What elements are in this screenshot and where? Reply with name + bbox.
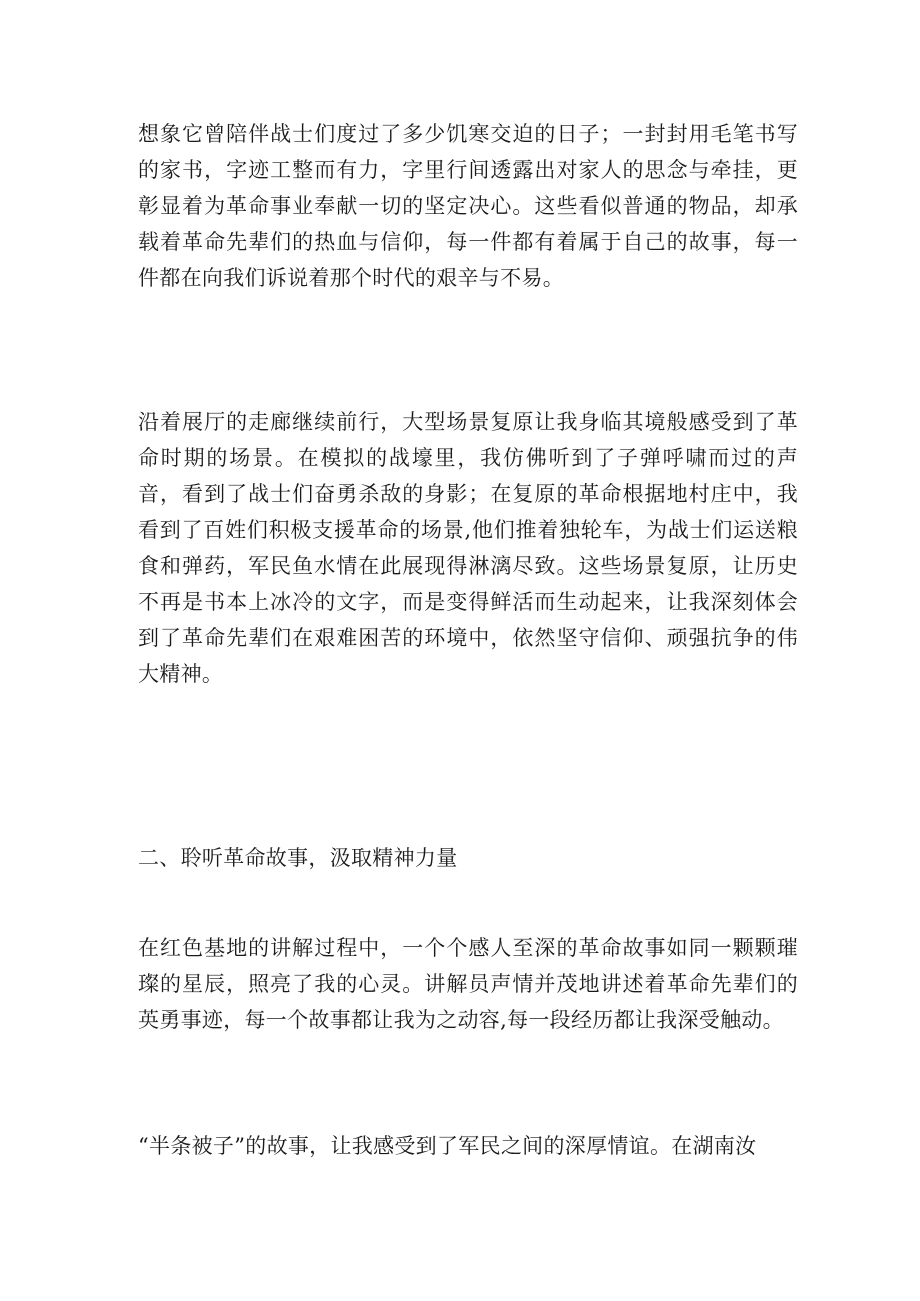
paragraph-scene-restoration: 沿着展厅的走廊继续前行，大型场景复原让我身临其境般感受到了革命时期的场景。在模拟的战壕里，我仿佛听到了子弹呼啸而过的声音，看到了战士们奋勇杀敌的身影；在复原的革命根据地村庄中，我看到了百姓们积极支援革命的场景,他们推着独轮车，为战士们运送粮食和弹药，军民鱼水情在此展现得淋漓尽致。这些场景复原，让历史不再是书本上冰冷的文字，而是变得鲜活而生动起来，让我深刻体会到了革命先辈们在艰难困苦的环境中，依然坚守信仰、顽强抗争的伟大精神。 [138, 410, 798, 686]
paragraph-artifacts: 想象它曾陪伴战士们度过了多少饥寒交迫的日子；一封封用毛笔书写的家书，字迹工整而有力，字里行间透露出对家人的思念与牵挂，更彰显着为革命事业奉献一切的坚定决心。这些看似普通的物品，却承载着革命先辈们的热血与信仰，每一件都有着属于自己的故事，每一件都在向我们诉说着那个时代的艰辛与不易。 [138, 122, 798, 290]
paragraph-half-quilt: “半条被子”的故事，让我感受到了军民之间的深厚情谊。在湖南汝 [138, 1134, 757, 1158]
paragraph-revolution-stories: 在红色基地的讲解过程中，一个个感人至深的革命故事如同一颗颗璀璨的星辰，照亮了我的心灵。讲解员声情并茂地讲述着革命先辈们的英勇事迹，每一个故事都让我为之动容,每一段经历都让我深受触动。 [138, 936, 798, 1032]
section-heading: 二、聆听革命故事，汲取精神力量 [138, 846, 458, 870]
